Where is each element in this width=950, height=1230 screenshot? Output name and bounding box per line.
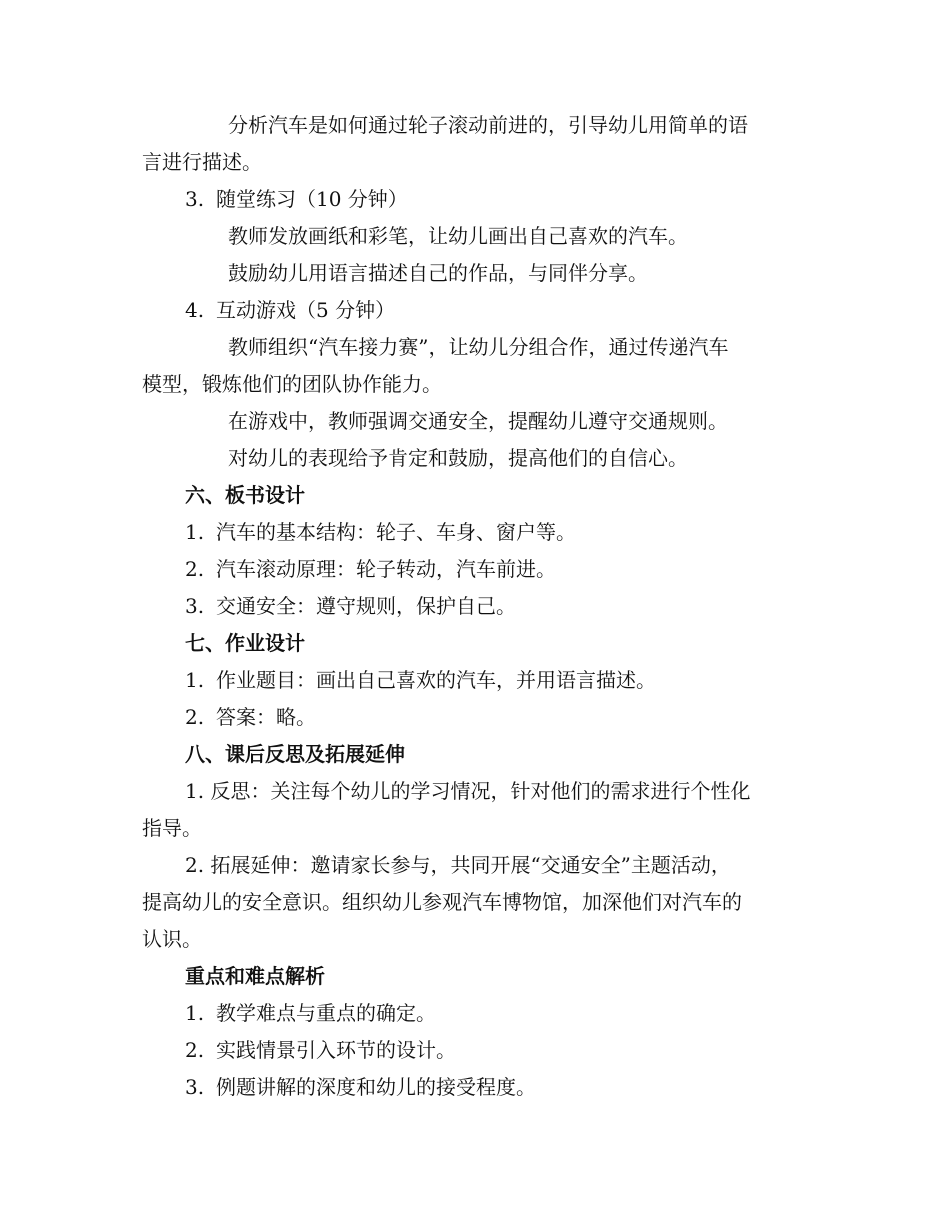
section-heading: 七、作业设计: [185, 631, 305, 655]
list-item-number: 1.: [185, 520, 205, 544]
paragraph-line: 对幼儿的表现给予肯定和鼓励，提高他们的自信心。: [228, 446, 688, 470]
paragraph-line: 1. 反思：关注每个幼儿的学习情况，针对他们的需求进行个性化: [185, 779, 751, 803]
list-item-number: 3.: [185, 1075, 205, 1099]
list-item-number: 1.: [185, 668, 205, 692]
list-item: [142, 662, 810, 699]
list-item-number: 2.: [185, 1038, 205, 1062]
list-item: [142, 292, 810, 329]
list-item-number: 4.: [185, 298, 205, 322]
list-item-text: 互动游戏（5 分钟）: [216, 298, 396, 322]
list-item-text: 答案：略。: [216, 705, 316, 729]
list-item: [142, 1069, 810, 1106]
paragraph-line: 提高幼儿的安全意识。组织幼儿参观汽车博物馆，加深他们对汽车的: [142, 890, 742, 914]
list-item-text: 汽车的基本结构：轮子、车身、窗户等。: [216, 520, 576, 544]
list-item: [142, 514, 810, 551]
list-item-text: 作业题目：画出自己喜欢的汽车，并用语言描述。: [216, 668, 656, 692]
paragraph-line: 分析汽车是如何通过轮子滚动前进的，引导幼儿用简单的语: [228, 113, 748, 137]
list-item-number: 2.: [185, 557, 205, 581]
list-item: [142, 995, 810, 1032]
paragraph-line: 2. 拓展延伸：邀请家长参与，共同开展“交通安全”主题活动，: [185, 853, 731, 877]
document-body: [142, 107, 810, 1106]
list-item: [142, 1032, 810, 1069]
list-item: [142, 551, 810, 588]
list-item-number: 2.: [185, 705, 205, 729]
section-heading: 重点和难点解析: [185, 964, 325, 988]
list-item-text: 汽车滚动原理：轮子转动，汽车前进。: [216, 557, 556, 581]
list-item: [142, 588, 810, 625]
paragraph-line: 在游戏中，教师强调交通安全，提醒幼儿遵守交通规则。: [228, 409, 728, 433]
paragraph-line: 教师发放画纸和彩笔，让幼儿画出自己喜欢的汽车。: [228, 224, 688, 248]
list-item-text: 教学难点与重点的确定。: [216, 1001, 436, 1025]
paragraph-line: 指导。: [142, 816, 202, 840]
paragraph-line: 教师组织“汽车接力赛”，让幼儿分组合作，通过传递汽车: [228, 335, 729, 359]
list-item-text: 实践情景引入环节的设计。: [216, 1038, 456, 1062]
list-item-text: 随堂练习（10 分钟）: [216, 187, 408, 211]
list-item-text: 交通安全：遵守规则，保护自己。: [216, 594, 516, 618]
paragraph-line: 鼓励幼儿用语言描述自己的作品，与同伴分享。: [228, 261, 648, 285]
section-heading: 八、课后反思及拓展延伸: [185, 742, 405, 766]
list-item: [142, 699, 810, 736]
paragraph-line: 模型，锻炼他们的团队协作能力。: [142, 372, 442, 396]
list-item-number: 1.: [185, 1001, 205, 1025]
list-item-number: 3.: [185, 187, 205, 211]
list-item: [142, 181, 810, 218]
paragraph-line: 认识。: [142, 927, 202, 951]
section-heading: 六、板书设计: [185, 483, 305, 507]
list-item-text: 例题讲解的深度和幼儿的接受程度。: [216, 1075, 536, 1099]
list-item-number: 3.: [185, 594, 205, 618]
paragraph-line: 言进行描述。: [142, 150, 262, 174]
